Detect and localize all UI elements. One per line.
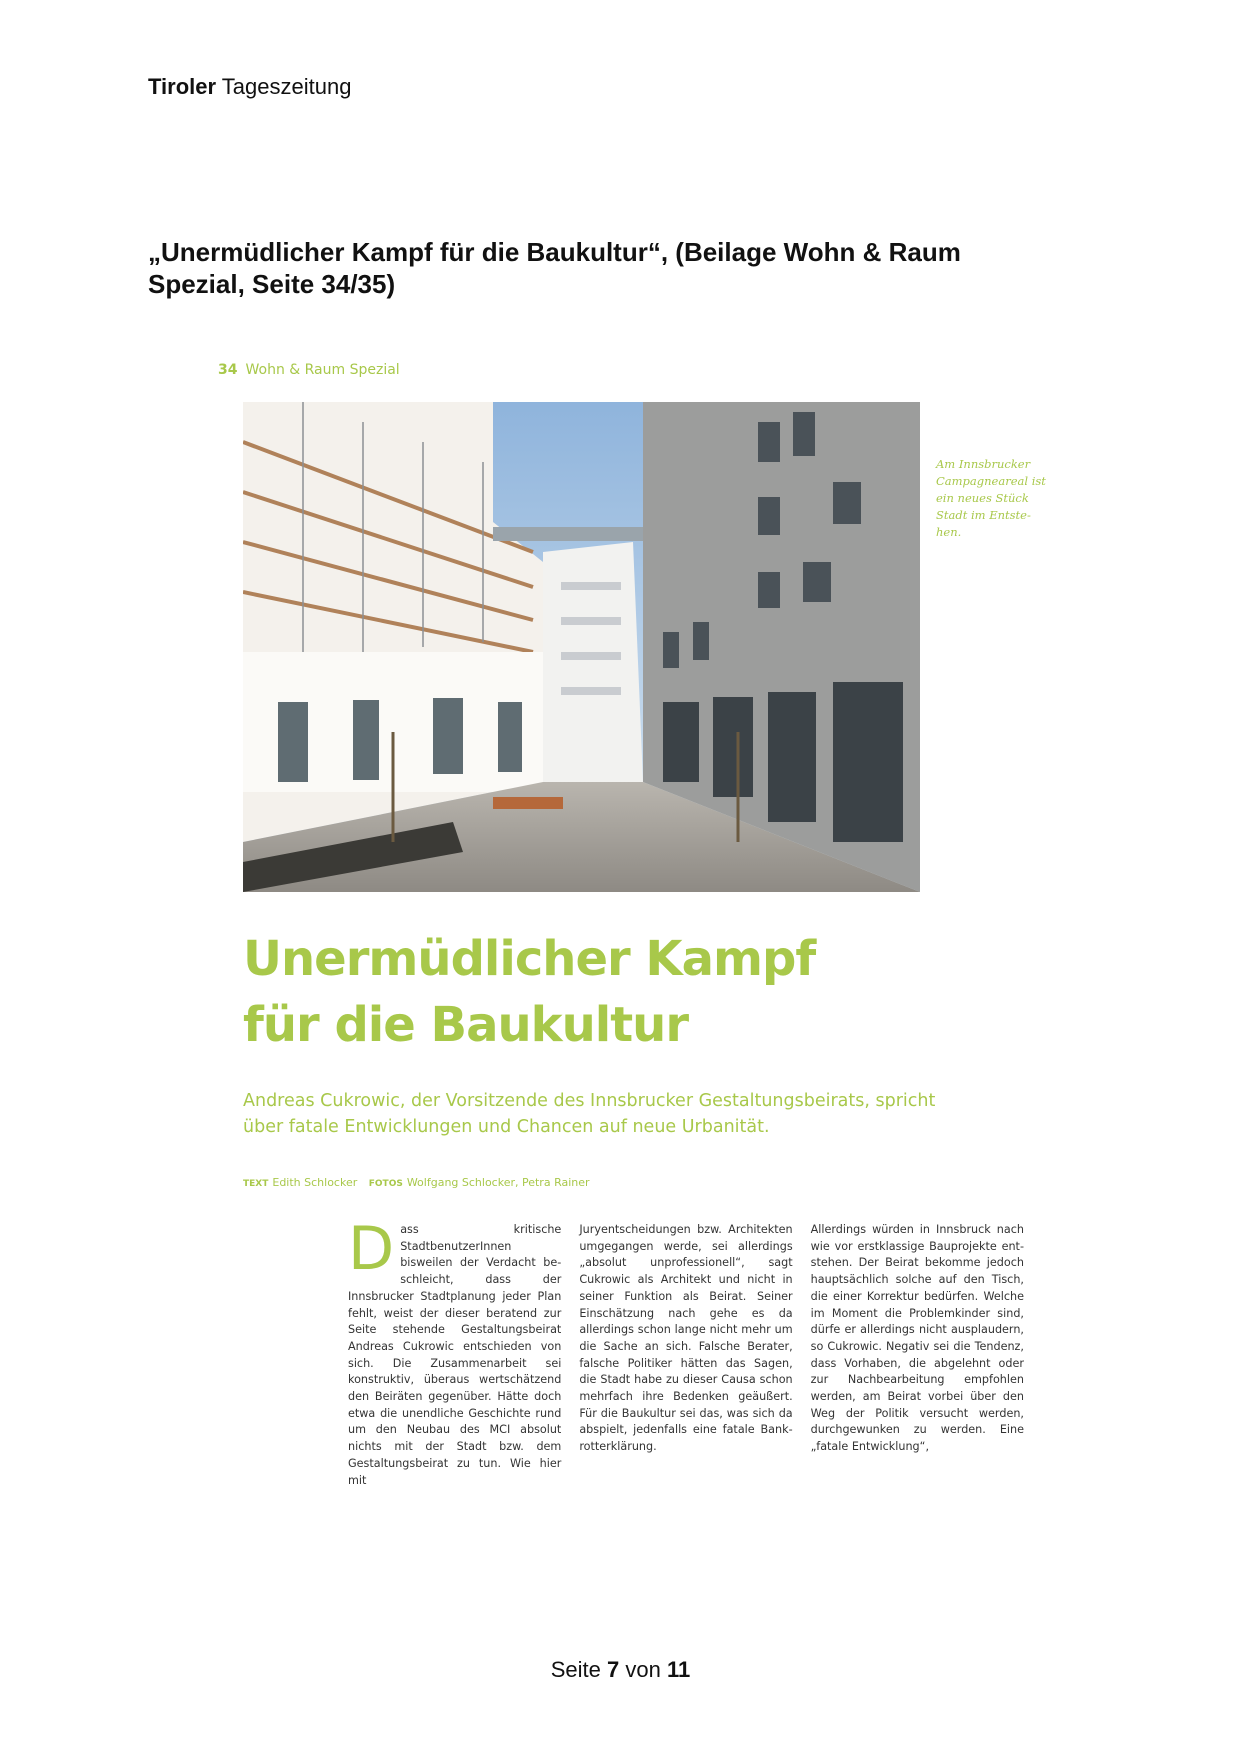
document-title: „Unermüdlicher Kampf für die Baukultur“, (Beilage Wohn & Raum Spezial, Seite 34/35) bbox=[148, 237, 961, 299]
courtyard-photo-illustration bbox=[243, 402, 920, 892]
text-credit-label: TEXT bbox=[243, 1179, 269, 1189]
masthead-bold: Tiroler bbox=[148, 74, 217, 99]
headline-line-2: für die Baukultur bbox=[243, 997, 688, 1053]
article-column-1 bbox=[348, 1214, 562, 1487]
clipping-section-name: Wohn & Raum Spezial bbox=[245, 362, 400, 378]
article-photo bbox=[243, 402, 920, 892]
article-subline: Andreas Cukrowic, der Vorsitzende des Innsbrucker Gestaltungsbeirats, spricht über fatale Entwicklungen und Chancen auf neue Urbanität. bbox=[243, 1091, 936, 1137]
article-body bbox=[348, 1214, 1024, 1487]
page-footer bbox=[0, 1657, 1241, 1683]
publication-masthead bbox=[148, 74, 351, 100]
masthead-rest: Tageszeitung bbox=[221, 74, 352, 99]
article-credits bbox=[243, 1176, 590, 1189]
article-column-3: Allerdings würden in Innsbruck nach wie vor erstklassige Bauprojekte entstehen. Der Beirat bekomme jedoch hauptsächlich solche auf den Tisch, die einer Korrektur bedürfen. Welche im Moment die Problemkinder sind, dürfe er allerdings nicht ausplaudern, so Cukrowic. Negativ sei die Tendenz, dass Vorhaben, die abgelehnt oder zur Nachbearbeitung empfohlen werden, am Beirat vorbei über den Weg der Politik versucht werden, durchgewunken zu werden. Eine „fatale Entwicklung“, bbox=[810, 1223, 1024, 1454]
photo-caption: Am Innsbrucker Campagneareal ist ein neues Stück Stadt im Entstehen. bbox=[936, 457, 1046, 539]
clipping-page-number: 34 bbox=[218, 362, 238, 378]
footer-middle: von bbox=[625, 1657, 661, 1682]
clipping-section-label bbox=[218, 362, 400, 378]
column-1-text: ass kritische StadtbenutzerInnen bisweilen der Verdacht beschleicht, dass der Innsbrucker Stadtplanung jeder Plan fehlt, weist der dieser beratend zur Seite stehende Gestaltungsbeirat Andreas Cukrowic entschieden von sich. Die Zusammenarbeit sei konstruktiv, überaus wertschätzend den Beiräten gegenüber. Hätte doch etwa die unendliche Geschichte rund um den Neubau des MCI absolut nichts mit der Stadt bzw. dem Gestaltungsbeirat zu tun. Wie hier mit bbox=[348, 1223, 562, 1487]
article-column-2: Juryentscheidungen bzw. Architekten umgegangen werde, sei allerdings „absolut unprofessionell“, sagt Cukrowic als Architekt und nicht in seiner Funktion als Beirat. Seiner Einschätzung nach gehe es da allerdings schon lange nicht mehr um die Sache an sich. Falsche Berater, falsche Politiker hätten das Sagen, die Stadt habe zu dieser Causa schon mehrfach ihre Bedenken geäußert. Für die Baukultur sei das, was sich da abspielt, jedenfalls eine fatale Bankrotterklärung. bbox=[579, 1223, 793, 1454]
photo-credit-label: FOTOS bbox=[368, 1179, 403, 1189]
text-credit-author: Edith Schlocker bbox=[272, 1176, 358, 1189]
footer-current-page: 7 bbox=[607, 1657, 620, 1682]
photo-credit-authors: Wolfgang Schlocker, Petra Rainer bbox=[406, 1176, 590, 1189]
headline-line-1: Unermüdlicher Kampf bbox=[243, 931, 816, 987]
footer-prefix: Seite bbox=[550, 1657, 601, 1682]
dropcap: D bbox=[348, 1214, 395, 1284]
article-headline bbox=[243, 926, 943, 1058]
footer-total-pages: 11 bbox=[667, 1657, 691, 1682]
